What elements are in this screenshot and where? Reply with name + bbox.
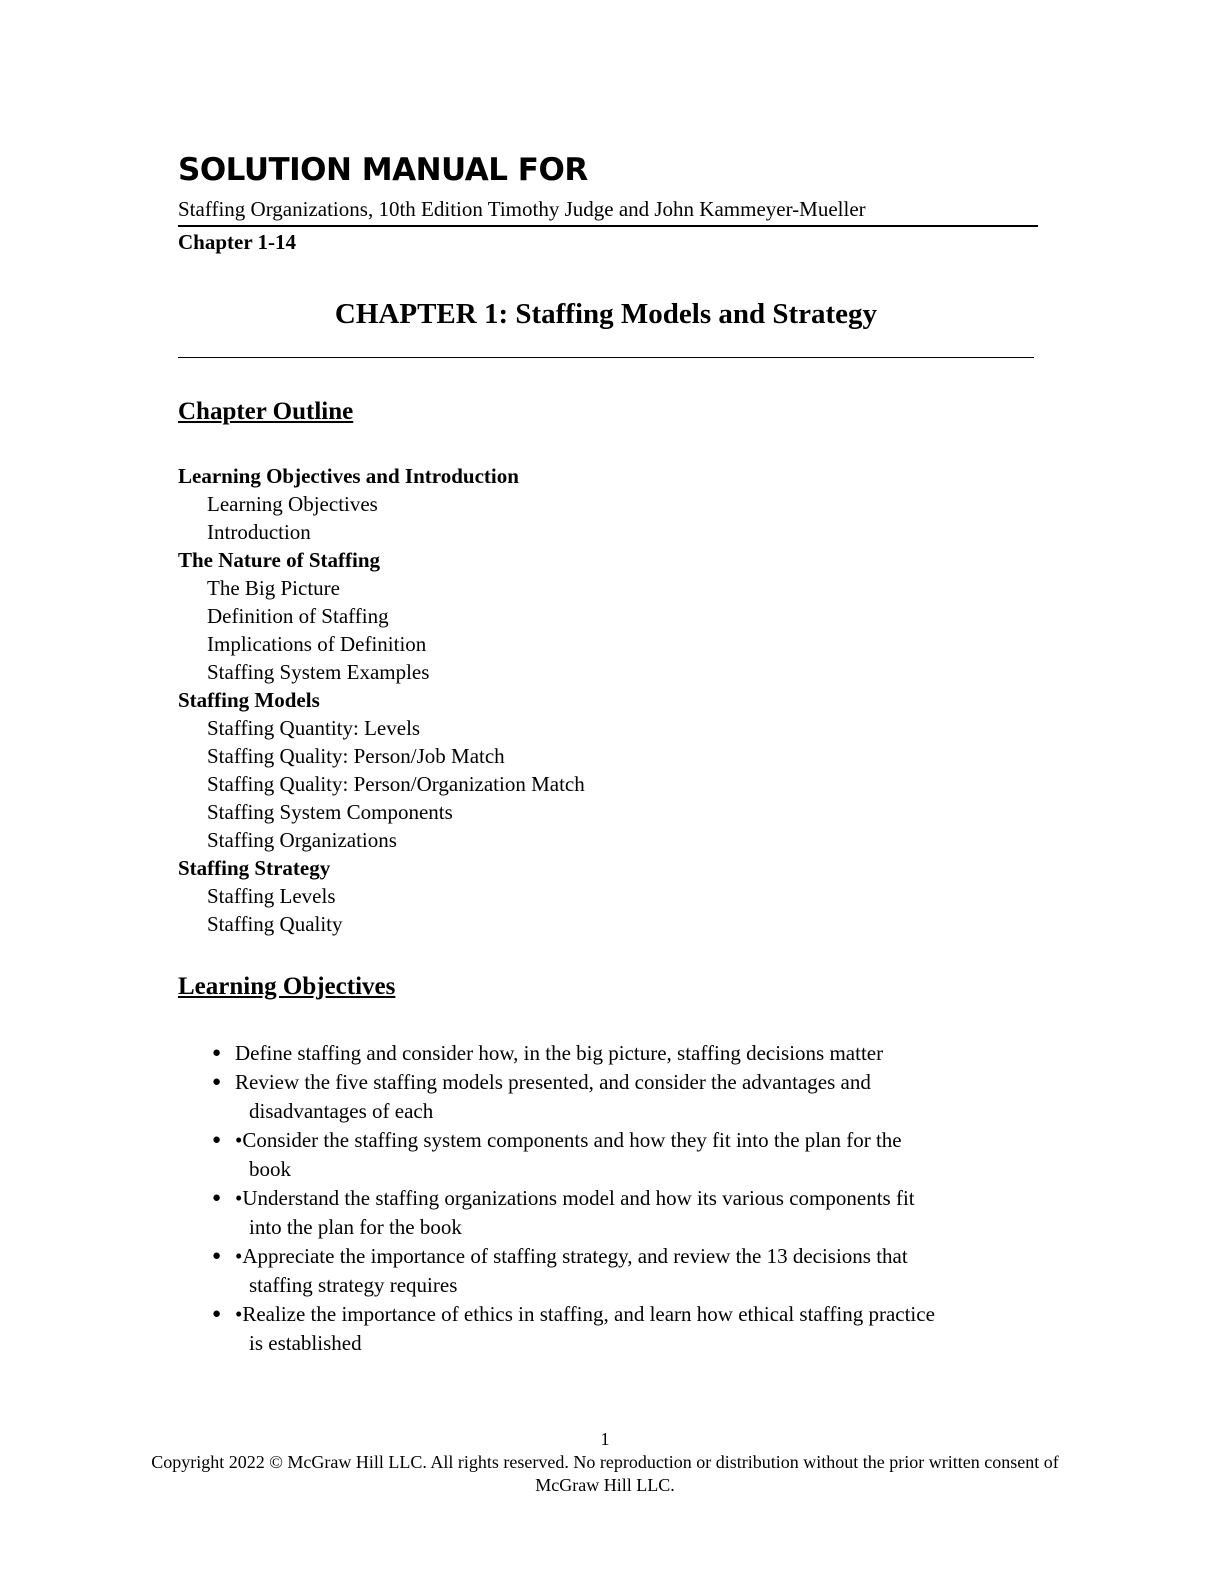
page-number: 1 [600,1429,610,1449]
outline-item: Staffing Quality: Person/Job Match [207,744,505,768]
outline-item: Staffing Organizations [207,828,397,852]
learning-objectives-list [212,1039,1042,1358]
outline-item: Staffing Strategy [178,856,331,880]
outline-item: The Big Picture [207,576,340,600]
learning-objectives-title: Learning Objectives [178,973,396,1000]
bullet-icon: ● [212,1248,222,1264]
objective-text-continued: disadvantages of each [249,1099,434,1123]
outline-item: Staffing Models [178,688,320,712]
copyright-notice: Copyright 2022 © McGraw Hill LLC. All rights reserved. No reproduction or distribution without the prior written consent of McGraw Hill LLC. [151,1452,1059,1495]
bullet-icon: ● [212,1074,222,1090]
objective-text: •Realize the importance of ethics in staffing, and learn how ethical staffing practice [235,1302,935,1326]
header-divider [178,225,1038,227]
outline-item: Introduction [207,520,311,544]
outline-title: Chapter Outline [178,398,354,425]
objective-item [212,1068,1042,1126]
outline-item: Definition of Staffing [207,604,389,628]
chapter-range: Chapter 1-14 [178,230,297,254]
chapter-outline-list [178,462,585,938]
outline-item: Staffing Quantity: Levels [207,716,421,740]
objective-item [212,1126,1042,1184]
outline-item: Staffing Quality [207,912,343,936]
book-subtitle: Staffing Organizations, 10th Edition Timothy Judge and John Kammeyer-Mueller [178,197,866,221]
outline-item: Staffing System Components [207,800,453,824]
outline-item: Implications of Definition [207,632,427,656]
objective-text-continued: book [249,1157,291,1181]
objective-item [212,1242,1042,1300]
outline-item: Staffing System Examples [207,660,430,684]
objective-text-continued: is established [249,1331,362,1355]
chapter-divider [178,357,1034,358]
outline-item: Staffing Levels [207,884,336,908]
objective-text: •Consider the staffing system components and how they fit into the plan for the [235,1128,902,1152]
bullet-icon: ● [212,1045,222,1061]
bullet-icon: ● [212,1306,222,1322]
objective-item [212,1184,1042,1242]
objective-item [212,1039,1042,1068]
bullet-icon: ● [212,1132,222,1148]
outline-item: Learning Objectives [207,492,378,516]
objective-text: Review the five staffing models presented, and consider the advantages and [235,1070,871,1094]
objective-text-continued: into the plan for the book [249,1215,462,1239]
outline-item: Staffing Quality: Person/Organization Match [207,772,585,796]
chapter-heading: CHAPTER 1: Staffing Models and Strategy [334,298,878,330]
objective-text: •Understand the staffing organizations model and how its various components fit [235,1186,915,1210]
objective-text: Define staffing and consider how, in the big picture, staffing decisions matter [235,1041,884,1065]
manual-title: SOLUTION MANUAL FOR [178,152,588,188]
outline-item: Learning Objectives and Introduction [178,464,519,488]
objective-item [212,1300,1042,1358]
outline-item: The Nature of Staffing [178,548,381,572]
objective-text-continued: staffing strategy requires [249,1273,458,1297]
bullet-icon: ● [212,1190,222,1206]
objective-text: •Appreciate the importance of staffing strategy, and review the 13 decisions that [235,1244,908,1268]
